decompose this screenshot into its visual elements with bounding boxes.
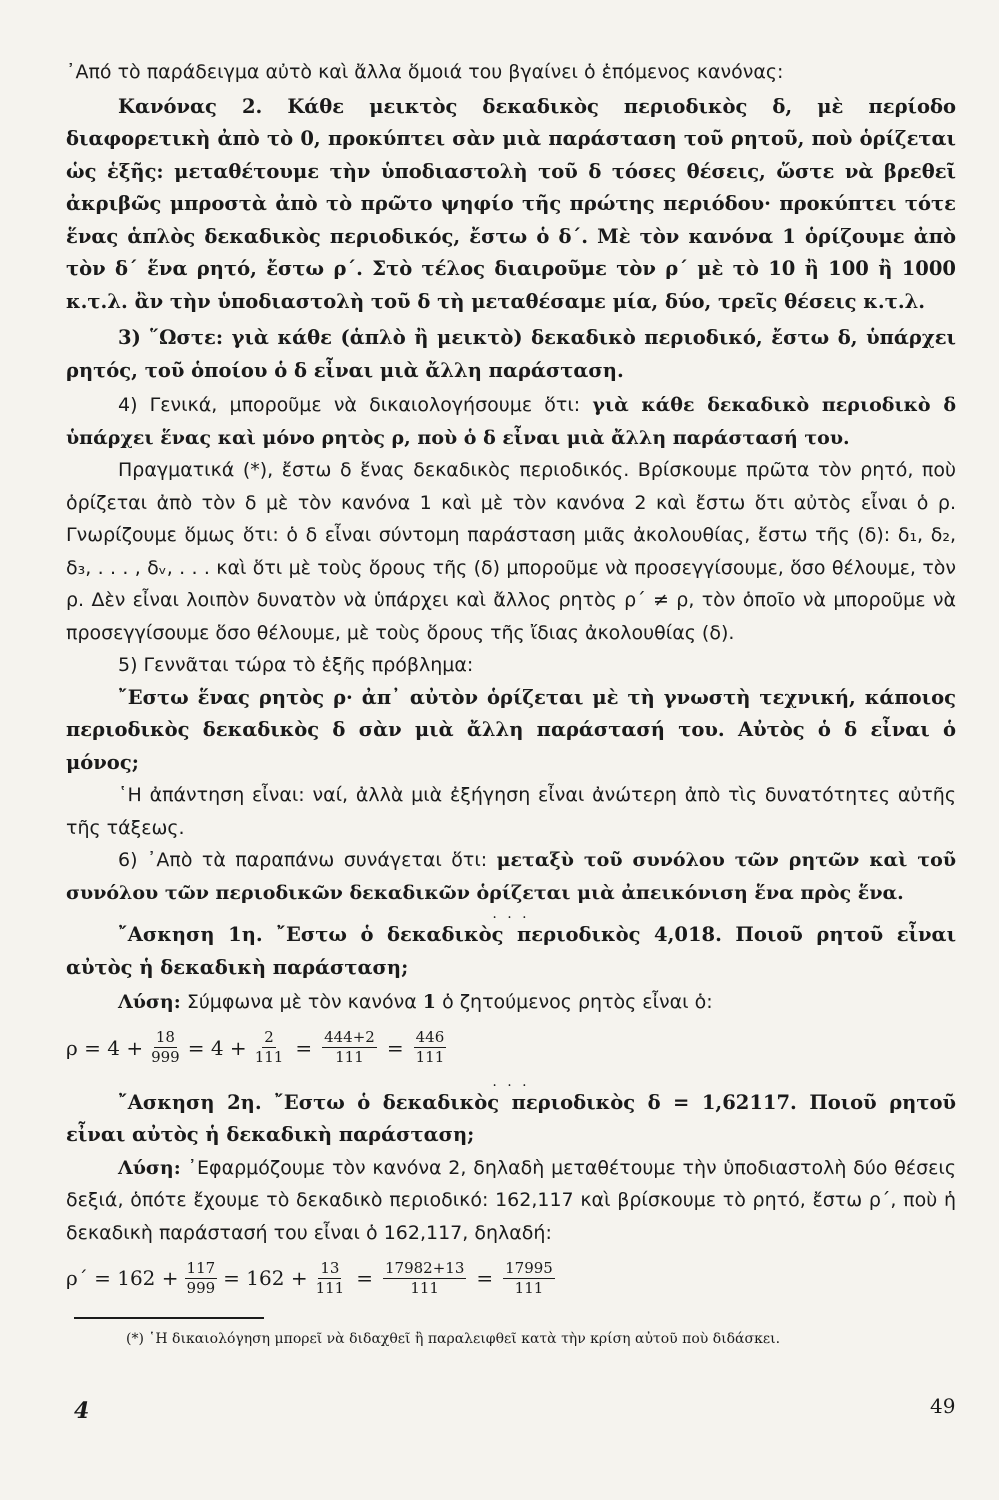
item-6 bbox=[66, 844, 956, 909]
eq1-mid-3: = bbox=[386, 1035, 404, 1060]
separator-dots: . . . bbox=[492, 906, 530, 922]
signature-mark: 4 bbox=[74, 1398, 90, 1424]
exercise-1 bbox=[66, 919, 956, 984]
exercise-1-question: ῎Ασκηση 1η. ῎Εστω ὁ δεκαδικὸς περιοδικὸς 4,018. Ποιοῦ ρητοῦ εἶναι αὐτὸς ἡ δεκαδικὴ παράσταση; bbox=[66, 923, 956, 979]
exercise-1-solution bbox=[66, 986, 956, 1019]
eq1-mid-2: = bbox=[295, 1035, 313, 1060]
eq2-fraction-2: $\frac{13}{111}$ bbox=[315, 1258, 345, 1297]
item-4 bbox=[66, 389, 956, 454]
exercise-1-solution-end: ὁ ζητούμενος ρητὸς εἶναι ὁ: bbox=[442, 991, 713, 1013]
eq2-fraction-4: $\frac{17995}{111}$ bbox=[505, 1258, 553, 1297]
exercise-1-solution-label: Λύση: bbox=[118, 991, 181, 1013]
exercise-1-rule-number: 1 bbox=[422, 991, 437, 1013]
footnote: (*) ῾Η δικαιολόγηση μπορεῖ νὰ διδαχθεῖ ἢ παραλειφθεῖ κατὰ τὴν κρίση αὐτοῦ ποὺ διδάσκει. bbox=[126, 1331, 781, 1347]
exercise-2 bbox=[66, 1087, 956, 1152]
eq1-fraction-4: $\frac{446}{111}$ bbox=[415, 1028, 445, 1066]
footnote-rule bbox=[74, 1317, 264, 1319]
eq1-fraction-2: $\frac{2}{111}$ bbox=[254, 1028, 284, 1066]
item-4-bold: γιὰ κάθε δεκαδικὸ περιοδικὸ δ ὑπάρχει ἕνας καὶ μόνο ρητὸς ρ, ποὺ ὁ δ εἶναι μιὰ ἄλλη παράστασή του. bbox=[66, 394, 956, 449]
exercise-2-question: ῎Ασκηση 2η. ῎Εστω ὁ δεκαδικὸς περιοδικὸς δ = 1,62117. Ποιοῦ ρητοῦ εἶναι αὐτὸς ἡ δεκαδικὴ παράσταση; bbox=[66, 1090, 956, 1146]
exercise-1-solution-text: Σύμφωνα μὲ τὸν κανόνα bbox=[186, 991, 417, 1013]
item-6-lead: 6) ᾽Απὸ τὰ παραπάνω συνάγεται ὅτι: bbox=[118, 849, 488, 871]
exercise-2-solution-label: Λύση: bbox=[118, 1156, 181, 1179]
eq1-mid-1: = 4 + bbox=[187, 1035, 247, 1060]
eq2-mid-2: = bbox=[356, 1266, 373, 1290]
item-5-bold: ῎Εστω ἕνας ρητὸς ρ· ἀπ᾽ αὐτὸν ὁρίζεται μὲ τὴ γνωστὴ τεχνική, κάποιος περιοδικὸς δεκαδικὸς δ σὰν μιὰ ἄλλη παράστασή του. Αὐτὸς ὁ δ εἶναι ὁ μόνος; bbox=[66, 685, 956, 774]
item-3-text: 3) ῞Ωστε: γιὰ κάθε (ἁπλὸ ἢ μεικτὸ) δεκαδικὸ περιοδικό, ἔστω δ, ὑπάρχει ρητός, τοῦ ὁποίου ὁ δ εἶναι μιὰ ἄλλη παράσταση. bbox=[66, 326, 956, 382]
eq2-mid-1: = 162 + bbox=[223, 1266, 308, 1290]
eq2-fraction-3: $\frac{17982+13}{111}$ bbox=[384, 1258, 465, 1297]
item-5-lead: 5) Γεννᾶται τώρα τὸ ἑξῆς πρόβλημα: bbox=[118, 654, 474, 676]
eq1-fraction-3: $\frac{444+2}{111}$ bbox=[324, 1028, 375, 1066]
item-5-answer: ῾Η ἀπάντηση εἶναι: ναί, ἀλλὰ μιὰ ἐξήγηση εἶναι ἀνώτερη ἀπὸ τὶς δυνατότητες αὐτῆς τῆς τάξεως. bbox=[66, 784, 956, 839]
item-5-problem bbox=[66, 682, 956, 780]
item-6-bold: μεταξὺ τοῦ συνόλου τῶν ρητῶν καὶ τοῦ συνόλου τῶν περιοδικῶν δεκαδικῶν ὁρίζεται μιὰ ἀπεικόνιση ἕνα πρὸς ἕνα. bbox=[66, 849, 957, 904]
page-body bbox=[66, 56, 956, 1349]
exercise-2-solution bbox=[66, 1152, 956, 1250]
exercise-2-equation bbox=[66, 1249, 956, 1307]
page-number: 49 bbox=[930, 1394, 956, 1418]
exercise-1-equation bbox=[66, 1019, 956, 1077]
rule-2 bbox=[66, 91, 956, 319]
intro-paragraph: ᾽Από τὸ παράδειγμα αὐτὸ καὶ ἄλλα ὅμοιά του βγαίνει ὁ ἑπόμενος κανόνας: bbox=[66, 61, 784, 83]
exercise-2-solution-text: ᾽Εφαρμόζουμε τὸν κανόνα 2, δηλαδὴ μεταθέτουμε τὴν ὑποδιαστολὴ δύο θέσεις δεξιά, ὁπότε ἔχουμε τὸ δεκαδικὸ περιοδικό: 162,117 καὶ βρίσκουμε τὸ ρητό, ἔστω ρ΄, ποὺ ἡ δεκαδικὴ παράστασή του εἶναι ὁ 162,117, δηλαδή: bbox=[66, 1156, 956, 1244]
rule-2-text: Κανόνας 2. Κάθε μεικτὸς δεκαδικὸς περιοδικὸς δ, μὲ περίοδο διαφορετικὴ ἀπὸ τὸ 0, προκύπτει σὰν μιὰ παράσταση τοῦ ρητοῦ, ποὺ ὁρίζεται ὡς ἑξῆς: μεταθέτουμε τὴν ὑποδιαστολὴ τοῦ δ τόσες θέσεις, ὥστε νὰ βρεθεῖ ἀκριβῶς μπροστὰ ἀπὸ τὸ πρῶτο ψηφίο τῆς πρώτης περιόδου· προκύπτει τότε ἕνας ἁπλὸς δεκαδικὸς περιοδικός, ἔστω ὁ δ΄. Μὲ τὸν κανόνα 1 ὁρίζουμε ἀπὸ τὸν δ΄ ἕνα ρητό, ἔστω ρ΄. Στὸ τέλος διαιροῦμε τὸν ρ΄ μὲ τὸ 10 ἢ 100 ἢ 1000 κ.τ.λ. ἂν τὴν ὑποδιαστολὴ τοῦ δ τὴ μεταθέσαμε μία, δύο, τρεῖς θέσεις κ.τ.λ. bbox=[66, 94, 956, 313]
item-4-body: Πραγματικά (*), ἔστω δ ἕνας δεκαδικὸς περιοδικός. Βρίσκουμε πρῶτα τὸν ρητό, ποὺ ὁρίζεται ἀπὸ τὸν δ μὲ τὸν κανόνα 1 καὶ μὲ τὸν κανόνα 2 καὶ ἔστω ὅτι αὐτὸς εἶναι ὁ ρ. Γνωρίζουμε ὅμως ὅτι: ὁ δ εἶναι σύντομη παράσταση μιᾶς ἀκολουθίας, ἔστω τῆς (δ): δ₁, δ₂, δ₃, . . . , δᵥ, . . . καὶ ὅτι μὲ τοὺς ὅρους τῆς (δ) μποροῦμε νὰ προσεγγίσουμε, ὅσο θέλουμε, τὸν ρ. Δὲν εἶναι λοιπὸν δυνατὸν νὰ ὑπάρχει καὶ ἄλλος ρητὸς ρ΄ ≠ ρ, τὸν ὁποῖο νὰ μποροῦμε νὰ προσεγγίσουμε ὅσο θέλουμε, μὲ τοὺς ὅρους τῆς ἴδιας ἀκολουθίας (δ). bbox=[66, 459, 956, 644]
eq2-fraction-1: $\frac{117}{999}$ bbox=[186, 1258, 216, 1297]
eq1-lhs: ρ = 4 + bbox=[66, 1035, 144, 1060]
eq2-lhs: ρ΄ = 162 + bbox=[66, 1266, 179, 1290]
separator-dots-2: . . . bbox=[492, 1073, 530, 1090]
eq1-fraction-1: $\frac{18}{999}$ bbox=[151, 1028, 180, 1066]
item-3 bbox=[66, 322, 956, 387]
item-4-lead: 4) Γενικά, μποροῦμε νὰ δικαιολογήσουμε ὅτι: bbox=[118, 394, 581, 416]
eq2-mid-3: = bbox=[476, 1266, 494, 1290]
